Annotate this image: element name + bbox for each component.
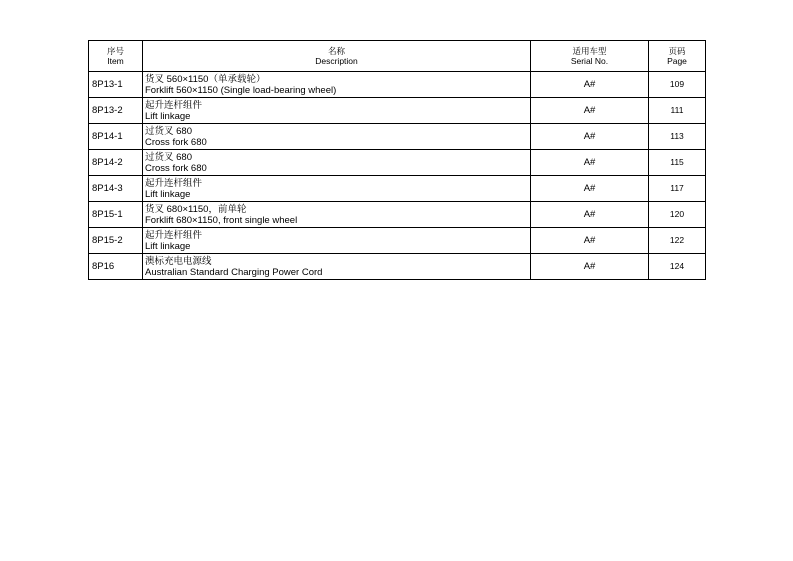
row-description bbox=[143, 150, 531, 176]
header-item-en: Item bbox=[107, 56, 124, 66]
header-serial-en: Serial No. bbox=[570, 56, 609, 66]
row-serial: A# bbox=[531, 176, 649, 202]
row-page: 117 bbox=[649, 176, 706, 202]
table-row bbox=[89, 150, 706, 176]
header-page-en: Page bbox=[667, 56, 687, 66]
row-description bbox=[143, 254, 531, 280]
row-description-en: Australian Standard Charging Power Cord bbox=[145, 266, 323, 278]
row-description-zh: 过货叉 680 bbox=[145, 125, 192, 137]
row-description-zh: 过货叉 680 bbox=[145, 151, 192, 163]
row-item: 8P14-3 bbox=[89, 176, 143, 202]
row-description-zh: 货叉 560×1150（单承载轮） bbox=[145, 73, 266, 85]
row-description-zh: 起升连杆组件 bbox=[145, 99, 203, 111]
row-page: 120 bbox=[649, 202, 706, 228]
row-page: 111 bbox=[649, 98, 706, 124]
row-description-en: Lift linkage bbox=[145, 240, 191, 252]
header-serial-zh: 适用车型 bbox=[572, 46, 607, 56]
row-item: 8P15-2 bbox=[89, 228, 143, 254]
row-item: 8P14-2 bbox=[89, 150, 143, 176]
row-page: 124 bbox=[649, 254, 706, 280]
row-serial: A# bbox=[531, 202, 649, 228]
row-description-en: Lift linkage bbox=[145, 110, 191, 122]
row-description bbox=[143, 228, 531, 254]
row-page: 115 bbox=[649, 150, 706, 176]
header-item-zh: 序号 bbox=[106, 46, 124, 56]
row-description bbox=[143, 124, 531, 150]
table-row bbox=[89, 72, 706, 98]
table-row bbox=[89, 176, 706, 202]
row-description-zh: 起升连杆组件 bbox=[145, 229, 203, 241]
row-page: 113 bbox=[649, 124, 706, 150]
parts-index-table bbox=[88, 40, 706, 280]
row-description-zh: 货叉 680×1150，前单轮 bbox=[145, 203, 247, 215]
row-serial: A# bbox=[531, 98, 649, 124]
row-item: 8P13-1 bbox=[89, 72, 143, 98]
row-page: 122 bbox=[649, 228, 706, 254]
row-description-en: Lift linkage bbox=[145, 188, 191, 200]
row-description bbox=[143, 176, 531, 202]
row-description-en: Forklift 680×1150, front single wheel bbox=[145, 214, 298, 226]
table-row bbox=[89, 254, 706, 280]
table-row bbox=[89, 124, 706, 150]
row-description-en: Cross fork 680 bbox=[145, 136, 207, 148]
header-serial bbox=[531, 41, 649, 72]
row-serial: A# bbox=[531, 124, 649, 150]
table-header-row bbox=[89, 41, 706, 72]
table-row bbox=[89, 98, 706, 124]
header-item bbox=[89, 41, 143, 72]
row-description-zh: 澳标充电电源线 bbox=[145, 255, 212, 267]
row-description-en: Cross fork 680 bbox=[145, 162, 207, 174]
header-description-en: Description bbox=[315, 56, 358, 66]
row-description-en: Forklift 560×1150 (Single load-bearing wheel) bbox=[145, 84, 337, 96]
header-page-zh: 页码 bbox=[668, 46, 686, 56]
row-item: 8P15-1 bbox=[89, 202, 143, 228]
row-item: 8P14-1 bbox=[89, 124, 143, 150]
row-page: 109 bbox=[649, 72, 706, 98]
row-item: 8P13-2 bbox=[89, 98, 143, 124]
table-row bbox=[89, 202, 706, 228]
header-page bbox=[649, 41, 706, 72]
row-serial: A# bbox=[531, 72, 649, 98]
row-item: 8P16 bbox=[89, 254, 143, 280]
row-serial: A# bbox=[531, 228, 649, 254]
header-description bbox=[143, 41, 531, 72]
row-serial: A# bbox=[531, 150, 649, 176]
table-row bbox=[89, 228, 706, 254]
row-description bbox=[143, 202, 531, 228]
row-description bbox=[143, 72, 531, 98]
row-serial: A# bbox=[531, 254, 649, 280]
header-description-zh: 名称 bbox=[327, 46, 345, 56]
row-description bbox=[143, 98, 531, 124]
row-description-zh: 起升连杆组件 bbox=[145, 177, 203, 189]
